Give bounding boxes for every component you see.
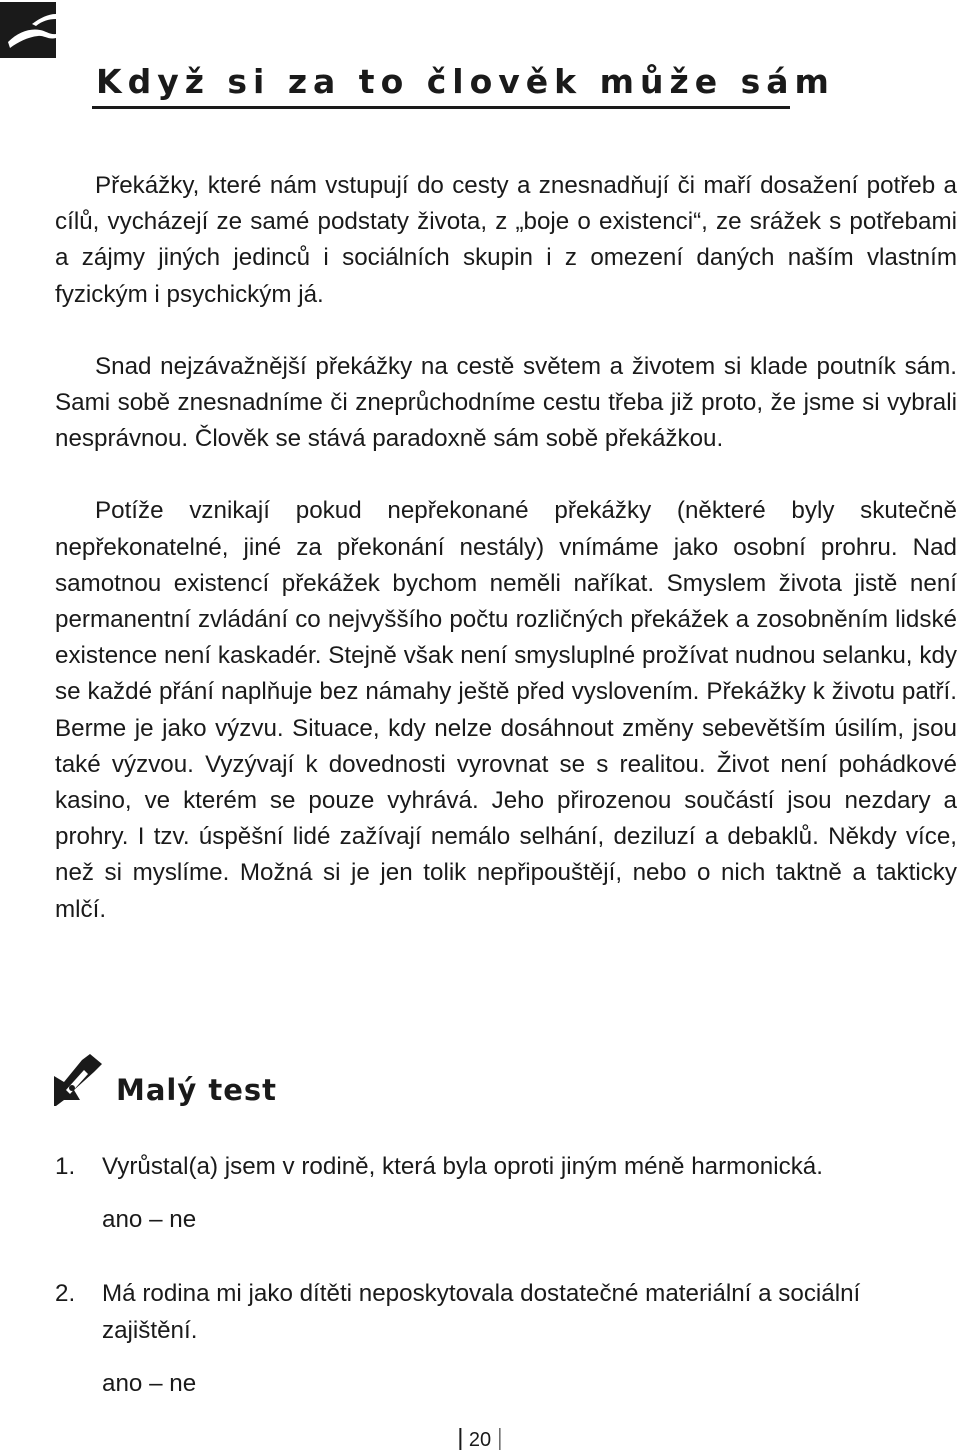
paragraph: Snad nejzávažnější překážky na cestě světem a životem si klade poutník sám. Sami sobě znesnadníme či zneprůchodníme cestu třeba již proto, že jsme si vybrali nesprávnou. Člověk se stává paradoxně sám sobě překážkou.	[55, 352, 957, 453]
page-footer	[451, 1428, 508, 1452]
footer-divider	[459, 1428, 461, 1450]
test-question	[55, 1275, 960, 1402]
pen-nib-icon	[54, 1054, 102, 1106]
test-heading: Malý test	[116, 1073, 278, 1107]
answer-options: ano – ne	[102, 1370, 197, 1397]
question-number: 1.	[55, 1153, 76, 1180]
article-body	[55, 168, 957, 964]
page-number: 20	[468, 1429, 492, 1451]
paragraph: Překážky, které nám vstupují do cesty a znesnadňují či maří dosažení potřeb a cílů, vycházejí ze samé podstaty života, z „boje o existenci“, ze srážek s potřebami a zájmy jiných jedinců i sociálních skupin i z omezení daných naším vlastním fyzickým i psychickým já.	[55, 172, 957, 308]
test-question	[55, 1148, 960, 1238]
question-text: Vyrůstal(a) jsem v rodině, která byla oproti jiným méně harmonická.	[102, 1153, 823, 1180]
question-number: 2.	[55, 1280, 76, 1307]
question-text: Má rodina mi jako dítěti neposkytovala dostatečné materiální a sociální zajištění.	[102, 1280, 861, 1344]
section-corner-icon	[0, 2, 56, 58]
page-title: Když si za to člověk může sám	[96, 62, 835, 101]
footer-divider	[499, 1428, 501, 1450]
answer-options: ano – ne	[102, 1206, 197, 1233]
paragraph: Potíže vznikají pokud nepřekonané překážky (některé byly skutečně nepřekonatelné, jiné za překonání nestály) vnímáme jako osobní prohru. Nad samotnou existencí překážek bychom neměli naříkat. Smyslem života jistě není permanentní zvládání co nejvyššího počtu rozličných překážek a zosobněním lidské existence není kaskadér. Stejně však není smysluplné prožívat nudnou selanku, kdy se každé přání naplňuje bez námahy ještě před vyslovením. Překážky k životu patří. Berme je jako výzvu. Situace, kdy nelze dosáhnout změny sebevětším úsilím, jsou také výzvou. Vyzývají k dovednosti vyrovnat se s realitou. Život není pohádkové kasino, ve kterém se pouze vyhrává. Jeho přirozenou součástí jsou nezdary a prohry. I tzv. úspěšní lidé zažívají nemálo selhání, deziluzí a debaklů. Někdy více, než si myslíme. Možná si je jen tolik nepřipouštějí, nebo o nich taktně a takticky mlčí.	[55, 497, 957, 923]
title-underline	[92, 106, 790, 109]
